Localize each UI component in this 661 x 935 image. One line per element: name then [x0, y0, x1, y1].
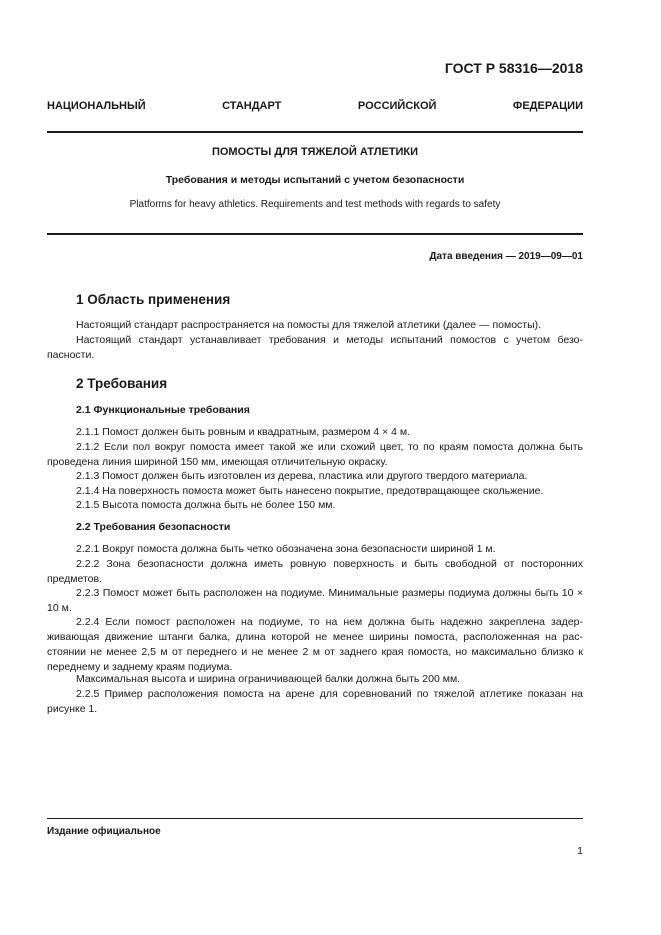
section-1-paragraph-1: Настоящий стандарт распространяется на помосты для тяжелой атлетики (далее — помосты).: [76, 319, 542, 331]
header-rule: [47, 131, 583, 133]
clause-2-2-3: 2.2.3 Помост может быть расположен на подиуме. Минимальные размеры подиума должны быть 10 × 10 м.: [47, 587, 583, 614]
clause-2-2-5: 2.2.5 Пример расположения помоста на арене для соревнований по тяжелой атлетике показан на рисунке 1.: [47, 688, 583, 715]
page-number: 1: [577, 845, 583, 857]
clause-2-1-1: 2.1.1 Помост должен быть ровным и квадратным, размером 4 × 4 м.: [76, 426, 411, 438]
section-1-heading: 1 Область применения: [76, 292, 231, 307]
clause-2-1-4: 2.1.4 На поверхность помоста может быть нанесено покрытие, предотвращающее скольжение.: [76, 485, 544, 497]
clause-2-2-4-beam: Максимальная высота и ширина ограничивающей балки должна быть 200 мм.: [76, 673, 461, 685]
date-of-introduction: Дата введения — 2019—09—01: [429, 251, 583, 262]
national-standard-banner: НАЦИОНАЛЬНЫЙ СТАНДАРТ РОССИЙСКОЙ ФЕДЕРАЦИИ: [47, 100, 583, 112]
clause-2-1-2: 2.1.2 Если пол вокруг помоста имеет такой же или схожий цвет, то по краям помоста должна быть проведена линия шириной 150 мм, имеющая отличительную окраску.: [47, 441, 583, 468]
clause-2-2-4: 2.2.4 Если помост расположен на подиуме, то на нем должна быть надежно закреплена задер-живающая движение штанги балка, длина которой не менее ширины помоста, расположенная на рас-стоянии не менее 2,5 м от переднего и не менее 2 м от заднего края помоста, но максимально близко к переднему и заднему краям подиума.: [47, 616, 583, 673]
clause-2-1-3: 2.1.3 Помост должен быть изготовлен из дерева, пластика или другого твердого материала.: [76, 470, 528, 482]
section-1-paragraph-2: Настоящий стандарт устанавливает требования и методы испытаний помостов с учетом безо-пасности.: [47, 334, 583, 361]
clause-2-2-2: 2.2.2 Зона безопасности должна иметь ровную поверхность и быть свободной от посторонних предметов.: [47, 558, 583, 585]
document-title-english: Platforms for heavy athletics. Requirements and test methods with regards to safety: [129, 199, 501, 210]
section-2-heading: 2 Требования: [76, 376, 168, 391]
section-2-2-heading: 2.2 Требования безопасности: [76, 521, 231, 533]
official-edition-label: Издание официальное: [47, 826, 161, 837]
document-designation: ГОСТ Р 58316—2018: [444, 60, 583, 76]
document-title: ПОМОСТЫ ДЛЯ ТЯЖЕЛОЙ АТЛЕТИКИ: [211, 146, 419, 158]
title-rule: [47, 233, 583, 235]
footer-rule: [47, 818, 583, 819]
clause-2-1-5: 2.1.5 Высота помоста должна быть не более 150 мм.: [76, 499, 336, 511]
section-2-1-heading: 2.1 Функциональные требования: [76, 404, 250, 416]
document-subtitle: Требования и методы испытаний с учетом безопасности: [165, 174, 465, 186]
clause-2-2-1: 2.2.1 Вокруг помоста должна быть четко обозначена зона безопасности шириной 1 м.: [76, 543, 496, 555]
